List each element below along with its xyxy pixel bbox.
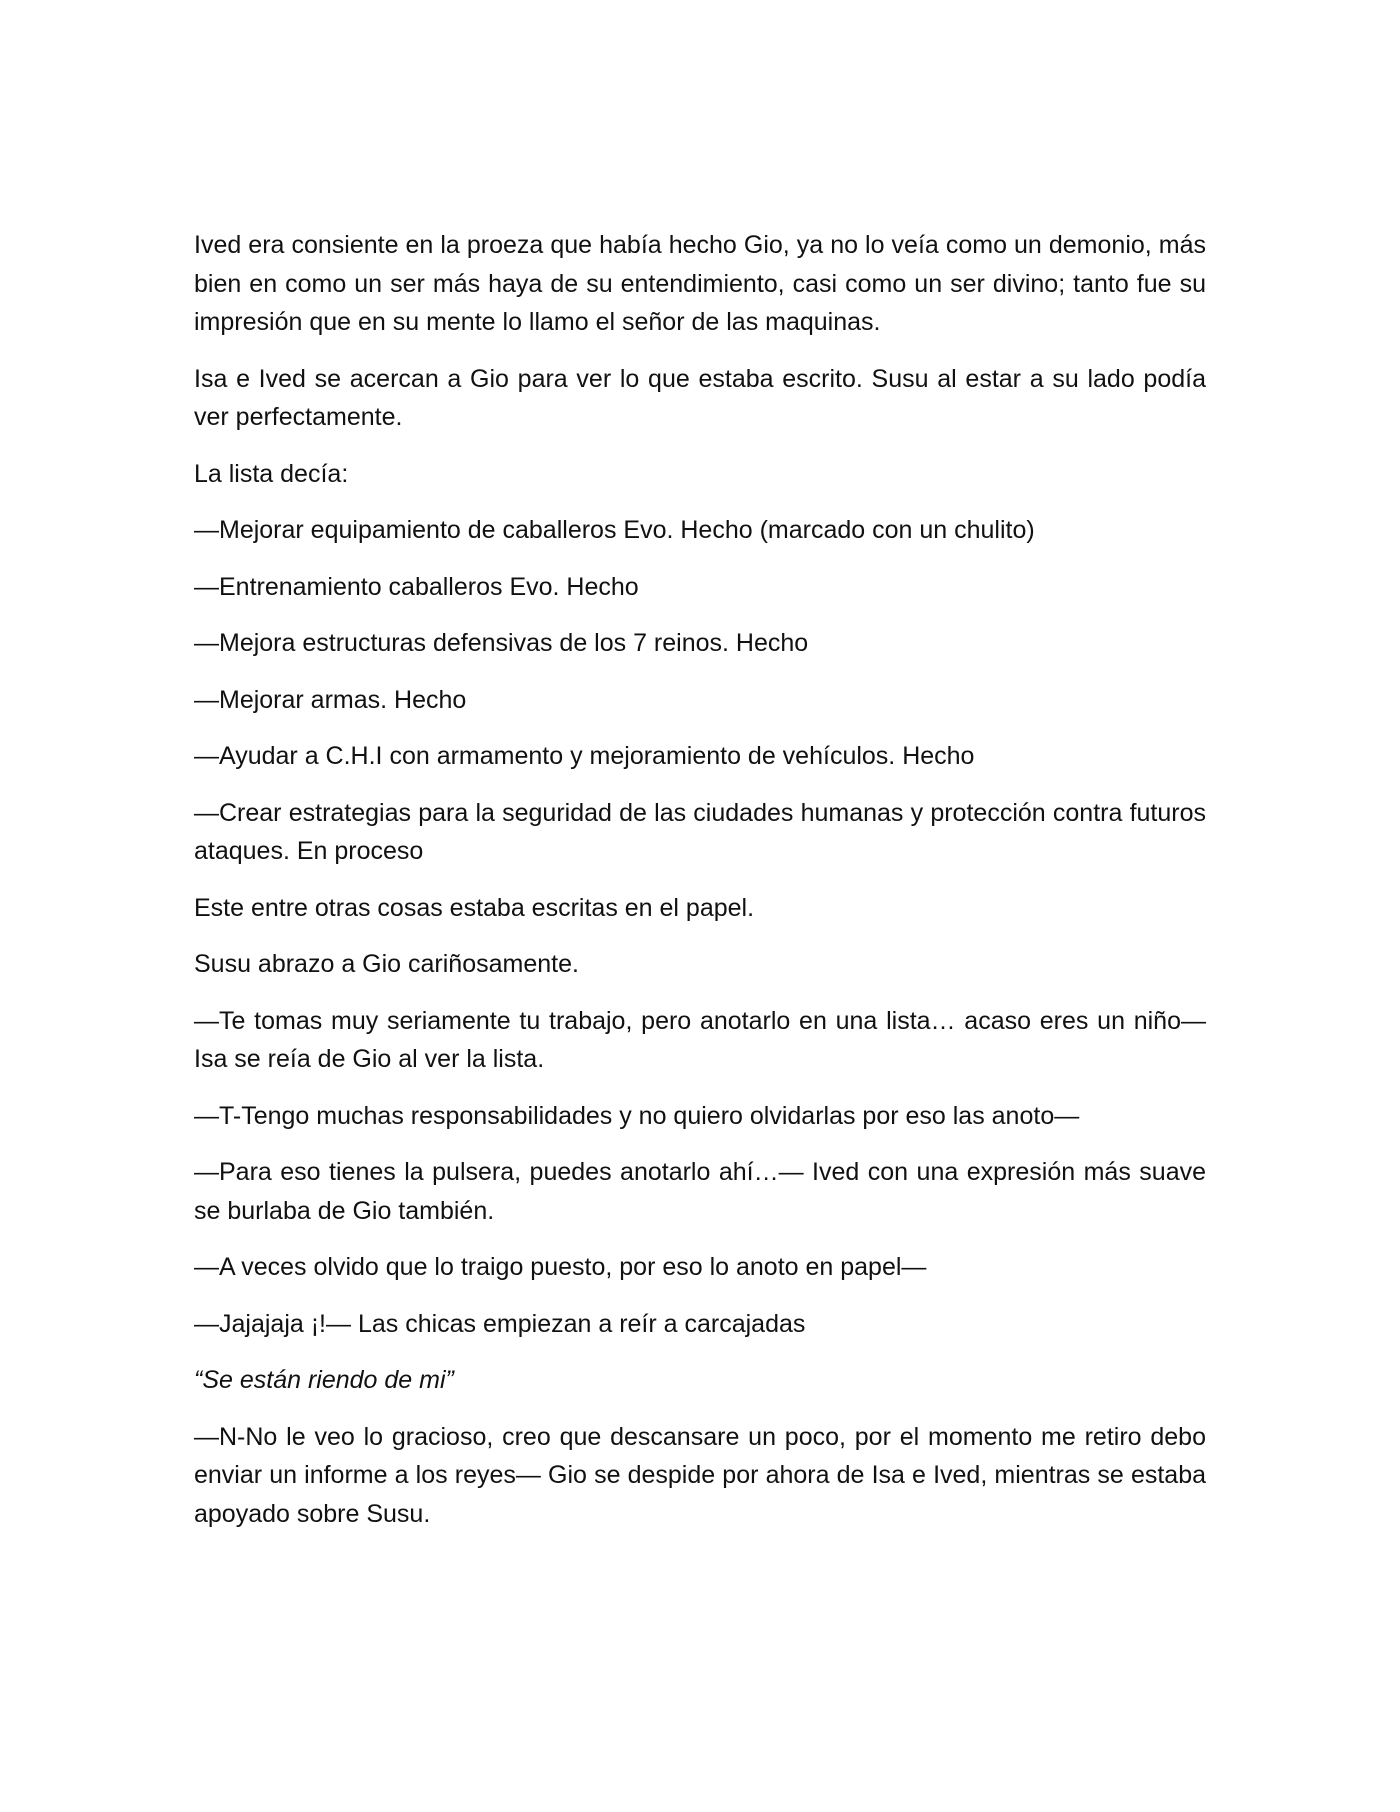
- dialogue-line: —A veces olvido que lo traigo puesto, por eso lo anoto en papel—: [194, 1253, 927, 1281]
- list-item: —Ayudar a C.H.I con armamento y mejoramiento de vehículos. Hecho: [194, 742, 975, 770]
- paragraph-approach: Isa e Ived se acercan a Gio para ver lo que estaba escrito. Susu al estar a su lado podía ver perfectamente.: [194, 364, 1206, 431]
- paragraph-list-heading: La lista decía:: [194, 459, 349, 488]
- dialogue-line: —Te tomas muy seriamente tu trabajo, pero anotarlo en una lista… acaso eres un niño— Isa se reía de Gio al ver la lista.: [194, 1006, 1206, 1073]
- list-item: —Mejorar armas. Hecho: [194, 685, 467, 714]
- dialogue-line: —Jajajaja ¡!— Las chicas empiezan a reír a carcajadas: [194, 1309, 806, 1338]
- list-item: —Mejora estructuras defensivas de los 7 reinos. Hecho: [194, 629, 809, 657]
- paragraph-intro: Ived era consiente en la proeza que había hecho Gio, ya no lo veía como un demonio, más bien en como un ser más haya de su entendimiento, casi como un ser divino; tanto fue su impresión que en su mente lo llamo el señor de las maquinas.: [194, 231, 1206, 336]
- thought-line: “Se están riendo de mi”: [194, 1366, 454, 1394]
- list-item: —Mejorar equipamiento de caballeros Evo. Hecho (marcado con un chulito): [194, 516, 1035, 544]
- paragraph-narration: Susu abrazo a Gio cariñosamente.: [194, 950, 579, 978]
- list-item: —Crear estrategias para la seguridad de las ciudades humanas y protección contra futuros ataques. En proceso: [194, 798, 1206, 865]
- dialogue-line: —T-Tengo muchas responsabilidades y no quiero olvidarlas por eso las anoto—: [194, 1101, 1080, 1130]
- paragraph-narration: Este entre otras cosas estaba escritas en el papel.: [194, 893, 755, 922]
- list-item: —Entrenamiento caballeros Evo. Hecho: [194, 572, 639, 601]
- dialogue-line: —N-No le veo lo gracioso, creo que descansare un poco, por el momento me retiro debo enviar un informe a los reyes— Gio se despide por ahora de Isa e Ived, mientras se estaba apoyado sobre Susu.: [194, 1422, 1206, 1528]
- dialogue-line: —Para eso tienes la pulsera, puedes anotarlo ahí…— Ived con una expresión más suave se burlaba de Gio también.: [194, 1158, 1206, 1225]
- document-body: [194, 226, 1206, 1551]
